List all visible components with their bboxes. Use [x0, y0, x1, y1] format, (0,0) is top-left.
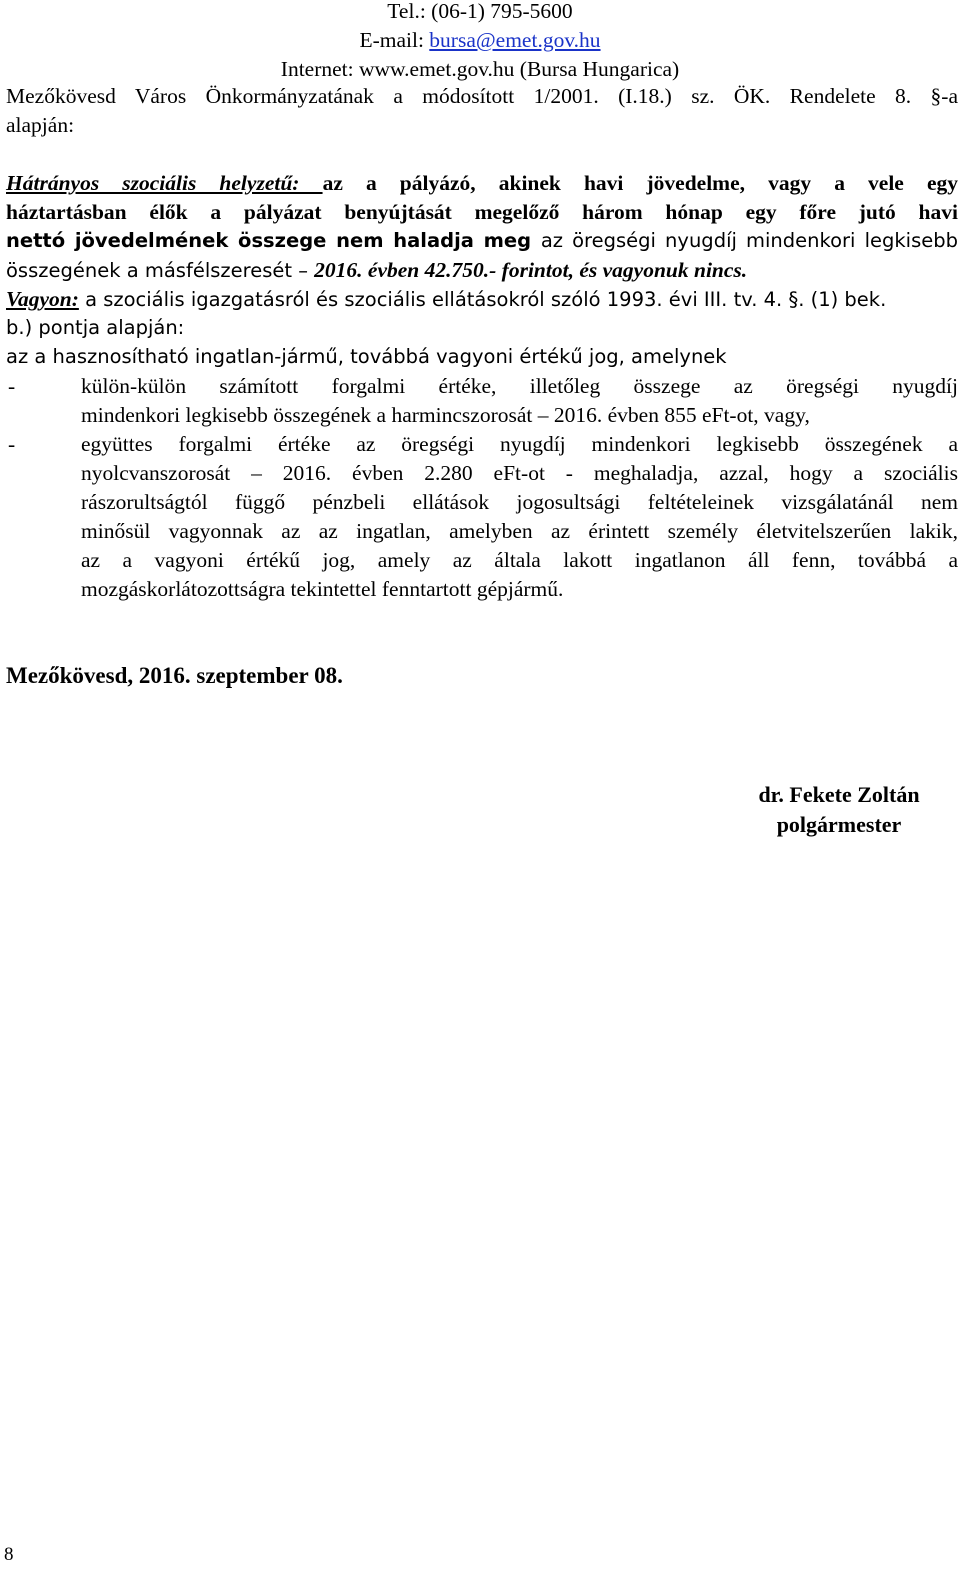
vagyon-l1-rest: a szociális igazgatásról és szociális ellátásokról szóló 1993. évi III. tv. 4. §. (1) bek. [78, 288, 887, 311]
bullet-2-line-4: minősül vagyonnak az az ingatlan, amelyben az érintett személy életvitelszerűen lakik, [81, 519, 958, 543]
definition-line-2: háztartásban élők a pályázat benyújtását megelőző három hónap egy főre jutó havi [6, 200, 958, 224]
definition-line-4 [6, 258, 747, 283]
definition-l4-start: összegének a másfélszeresét – [6, 259, 315, 282]
header-internet: Internet: www.emet.gov.hu (Bursa Hungarica) [280, 57, 680, 81]
vagyon-line-2: b.) pontja alapján: [6, 316, 185, 339]
bullet-2-line-5: az a vagyoni értékű jog, amely az általa lakott ingatlanon áll fenn, továbbá a [81, 548, 958, 572]
page-number: 8 [4, 1544, 14, 1565]
bullet-dash-2: - [8, 432, 16, 456]
bullet-2-line-2: nyolcvanszorosát – 2016. évben 2.280 eFt-ot - meghaladja, azzal, hogy a szociális [81, 461, 958, 485]
signature-name: dr. Fekete Zoltán [758, 782, 920, 807]
bullet-2-line-6: mozgáskorlátozottságra tekintettel fenntartott gépjármű. [81, 577, 564, 601]
definition-l3-rest: az öregségi nyugdíj mindenkori legkisebb [540, 229, 958, 252]
bullet-dash-1: - [8, 374, 16, 398]
definition-l3-bold: nettó jövedelmének összege nem haladja meg [6, 229, 541, 252]
bullet-2-line-1: együttes forgalmi értéke az öregségi nyugdíj mindenkori legkisebb összegének a [81, 432, 958, 456]
bullet-1-line-1: külön-külön számított forgalmi értéke, illetőleg összege az öregségi nyugdíj [81, 374, 958, 398]
definition-line-1 [6, 171, 958, 196]
header-tel: Tel.: (06-1) 795-5600 [387, 0, 573, 23]
place-date: Mezőkövesd, 2016. szeptember 08. [6, 663, 343, 688]
bullet-1-line-2: mindenkori legkisebb összegének a harmincszorosát – 2016. évben 855 eFt-ot, vagy, [81, 403, 810, 427]
bullet-2-line-3: rászorultságtól függő pénzbeli ellátások jogosultsági feltételeinek vizsgálatánál nem [81, 490, 958, 514]
vagyon-line-3: az a hasznosítható ingatlan-jármű, továbbá vagyoni értékű jog, amelynek [6, 345, 727, 368]
definition-line-3 [6, 229, 958, 252]
decree-line-1: Mezőkövesd Város Önkormányzatának a módosított 1/2001. (I.18.) sz. ÖK. Rendelete 8. §-a [6, 84, 958, 108]
definition-l1-rest: az a pályázó, akinek havi jövedelme, vagy a vele egy [322, 171, 958, 195]
vagyon-term: Vagyon: [6, 287, 79, 311]
email-label: E-mail: [359, 28, 430, 52]
email-link[interactable]: bursa@emet.gov.hu [429, 28, 601, 52]
definition-term: Hátrányos szociális helyzetű: [6, 171, 323, 195]
signature-title: polgármester [776, 812, 902, 837]
vagyon-line-1 [6, 287, 886, 312]
decree-line-2: alapján: [6, 113, 75, 137]
header-email-line [0, 26, 960, 55]
definition-l4-italic: 2016. évben 42.750.- forintot, és vagyonuk nincs. [314, 258, 748, 282]
